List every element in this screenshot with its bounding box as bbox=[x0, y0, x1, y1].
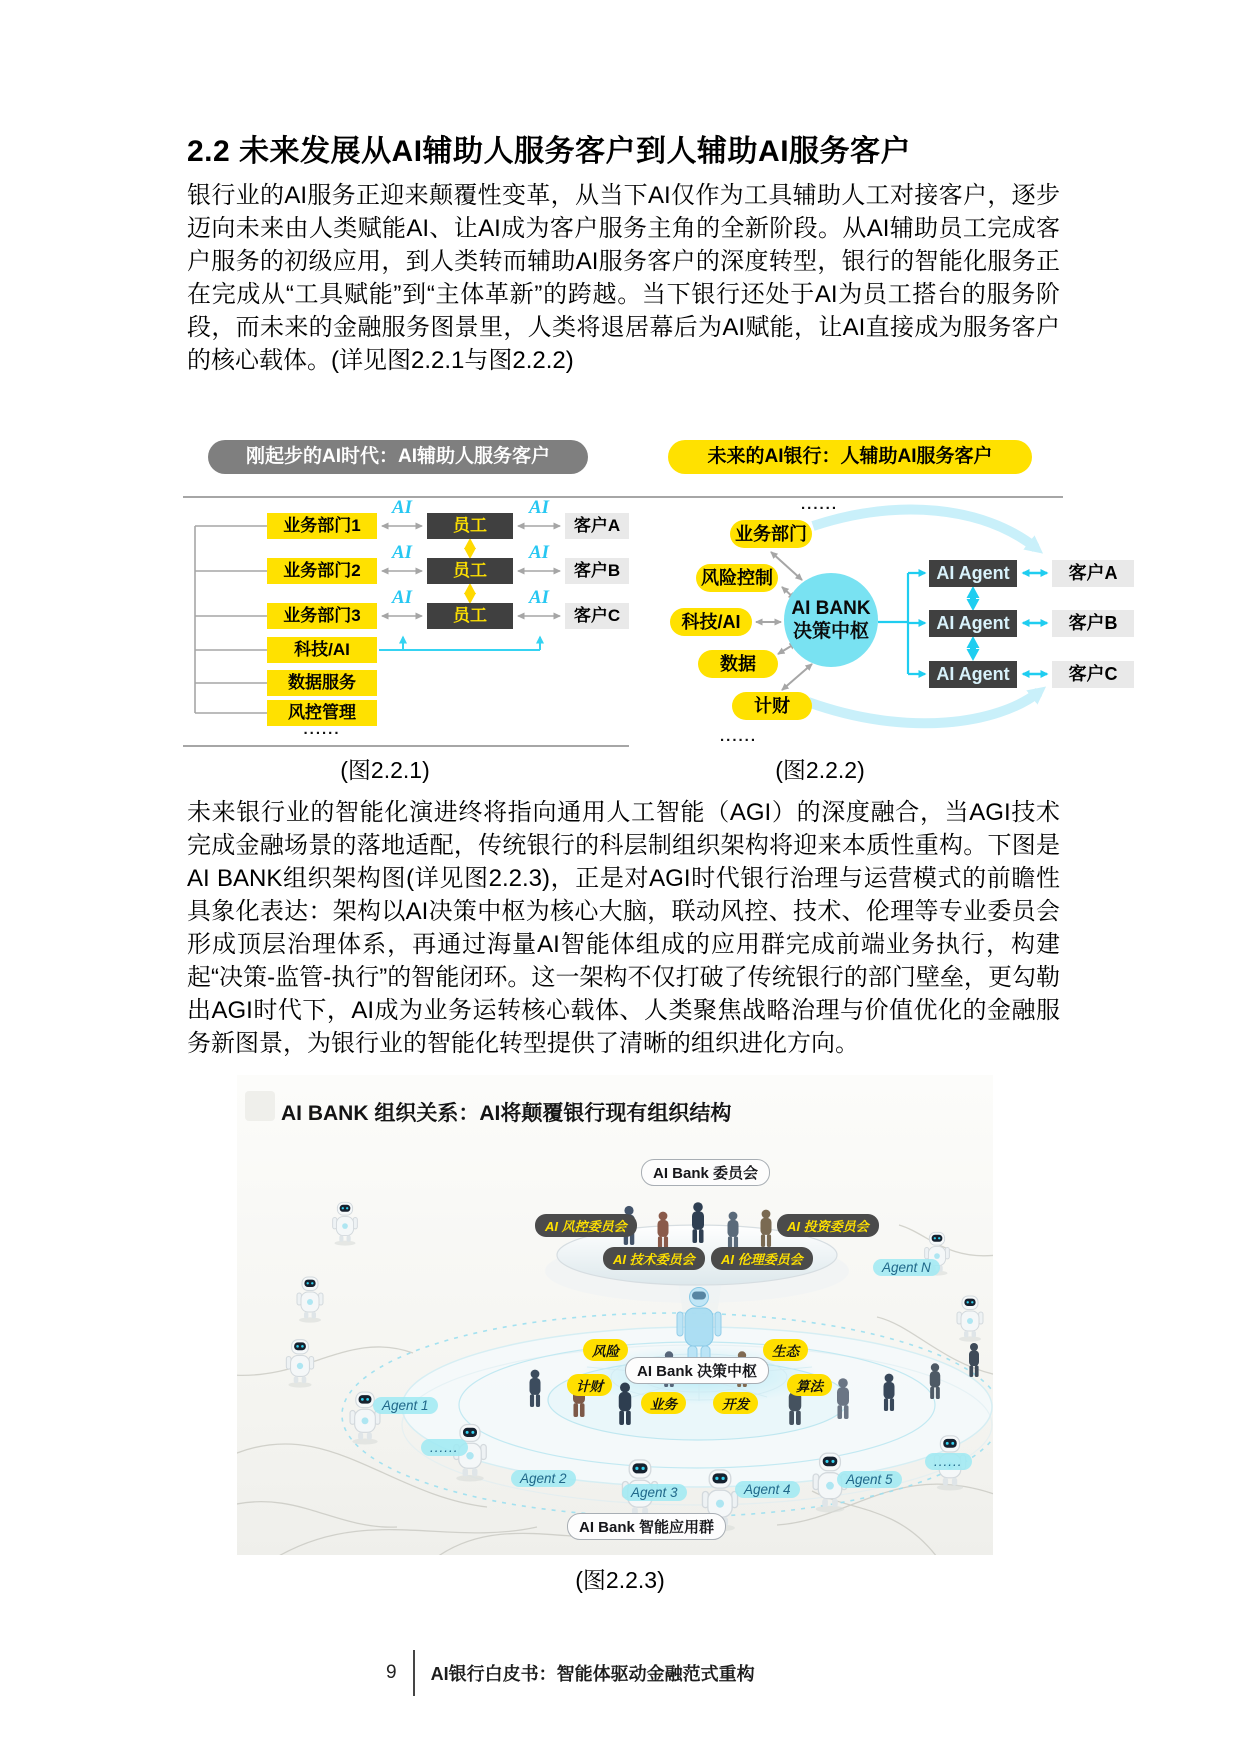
dept-pill: 计财 bbox=[732, 692, 812, 720]
figure-2-2-3-image bbox=[237, 1075, 993, 1555]
page-footer bbox=[386, 1650, 755, 1696]
dept-box: 业务部门1 bbox=[267, 513, 377, 539]
hub-subtitle: 决策中枢 bbox=[792, 621, 869, 642]
customer-box: 客户B bbox=[565, 558, 629, 584]
dept-box: 业务部门3 bbox=[267, 603, 377, 629]
figure-2-2-2-caption: (图2.2.2) bbox=[775, 757, 865, 783]
figure-2-2-2-connectors bbox=[608, 440, 1138, 752]
figure-2-2-3-title: AI BANK 组织关系：AI将颠覆银行现有组织结构 bbox=[281, 1102, 732, 1125]
dept-box: 业务部门2 bbox=[267, 558, 377, 584]
committee-pill: AI 伦理委员会 bbox=[711, 1247, 813, 1270]
page-number: 9 bbox=[386, 1662, 397, 1683]
dept-box: 科技/AI bbox=[267, 637, 377, 663]
committee-pill: AI 投资委员会 bbox=[777, 1214, 879, 1237]
ai-bank-hub bbox=[784, 573, 878, 667]
agent-pill: Agent 3 bbox=[622, 1484, 687, 1501]
watermark bbox=[245, 1091, 275, 1121]
agent-pill: Agent N bbox=[873, 1259, 940, 1276]
employee-box: 员工 bbox=[427, 513, 513, 539]
agent-pill: Agent 1 bbox=[373, 1397, 438, 1414]
decision-hub-pill: AI Bank 决策中枢 bbox=[625, 1357, 769, 1384]
figure-2-2-1-title-banner: 刚起步的AI时代：AI辅助人服务客户 bbox=[208, 440, 588, 474]
ai-label: AI bbox=[528, 542, 550, 563]
figure-2-2-3-caption: (图2.2.3) bbox=[575, 1567, 665, 1593]
agent-pill: Agent 2 bbox=[511, 1470, 576, 1487]
figure-2-2-1 bbox=[183, 440, 633, 752]
ellipsis: ...... bbox=[801, 496, 839, 513]
ai-label: AI bbox=[528, 587, 550, 608]
customer-box: 客户A bbox=[565, 513, 629, 539]
dept-pill: 数据 bbox=[698, 650, 778, 678]
ellipsis: ...... bbox=[925, 1453, 972, 1470]
ai-label: AI bbox=[391, 542, 413, 563]
ellipsis: ...... bbox=[720, 728, 758, 745]
agent-pill: Agent 4 bbox=[735, 1481, 800, 1498]
footer-text: AI银行白皮书：智能体驱动金融范式重构 bbox=[430, 1664, 755, 1684]
ai-agent-box: AI Agent bbox=[929, 560, 1017, 587]
ai-label: AI bbox=[391, 497, 413, 518]
function-pill: 开发 bbox=[713, 1392, 758, 1414]
app-group-pill: AI Bank 智能应用群 bbox=[567, 1513, 726, 1540]
ellipsis: ...... bbox=[303, 721, 341, 738]
function-pill: 风险 bbox=[583, 1339, 628, 1361]
customer-box: 客户C bbox=[565, 603, 629, 629]
dept-box: 风控管理 bbox=[267, 700, 377, 726]
dept-box: 数据服务 bbox=[267, 670, 377, 696]
figure-2-2-2 bbox=[608, 440, 1138, 752]
paragraph-1: 银行业的AI服务正迎来颠覆性变革，从当下AI仅作为工具辅助人工对接客户，逐步迈向未来由人类赋能AI、让AI成为客户服务主角的全新阶段。从AI辅助员工完成客户服务的初级应用，到人类转而辅助AI服务客户的深度转型，银行的智能化服务正在完成从“工具赋能”到“主体革新”的跨越。当下银行还处于AI为员工搭台的服务阶段，而未来的金融服务图景里，人类将退居幕后为AI赋能，让AI直接成为服务客户的核心载体。(详见图2.2.1与图2.2.2) bbox=[187, 182, 1060, 374]
employee-box: 员工 bbox=[427, 603, 513, 629]
divider bbox=[183, 745, 629, 747]
paragraph-2: 未来银行业的智能化演进终将指向通用人工智能（AGI）的深度融合，当AGI技术完成金融场景的落地适配，传统银行的科层制组织架构将迎来本质性重构。下图是AI BANK组织架构图(详见图2.2.3)，正是对AGI时代银行治理与运营模式的前瞻性具象化表达：架构以AI决策中枢为核心大脑，联动风控、技术、伦理等专业委员会形成顶层治理体系，再通过海量AI智能体组成的应用群完成前端业务执行，构建起“决策-监管-执行”的智能闭环。这一架构不仅打破了传统银行的部门壁垒，更勾勒出AGI时代下，AI成为业务运转核心载体、人类聚焦战略治理与价值优化的金融服务新图景，为银行业的智能化转型提供了清晰的组织进化方向。 bbox=[187, 799, 1060, 1057]
committee-pill: AI Bank 委员会 bbox=[641, 1159, 770, 1186]
dept-pill: 业务部门 bbox=[730, 520, 812, 548]
figure-2-2-2-title-banner: 未来的AI银行：人辅助AI服务客户 bbox=[668, 440, 1032, 474]
committee-pill: AI 技术委员会 bbox=[603, 1247, 705, 1270]
function-pill: 计财 bbox=[567, 1374, 612, 1396]
ai-agent-box: AI Agent bbox=[929, 610, 1017, 637]
ai-label: AI bbox=[528, 497, 550, 518]
section-heading: 2.2 未来发展从AI辅助人服务客户到人辅助AI服务客户 bbox=[187, 135, 912, 168]
employee-box: 员工 bbox=[427, 558, 513, 584]
dept-pill: 风险控制 bbox=[696, 564, 778, 592]
agent-pill: Agent 5 bbox=[837, 1471, 902, 1488]
function-pill: 业务 bbox=[641, 1392, 686, 1414]
ai-agent-box: AI Agent bbox=[929, 661, 1017, 688]
customer-box: 客户B bbox=[1052, 610, 1134, 637]
hub-title: AI BANK bbox=[791, 598, 871, 619]
ellipsis: ...... bbox=[421, 1439, 468, 1456]
function-pill: 算法 bbox=[787, 1374, 832, 1396]
customer-box: 客户C bbox=[1052, 661, 1134, 688]
dept-pill: 科技/AI bbox=[670, 608, 752, 636]
footer-divider bbox=[413, 1650, 415, 1696]
figure-2-2-1-caption: (图2.2.1) bbox=[340, 757, 430, 783]
committee-pill: AI 风控委员会 bbox=[535, 1214, 637, 1237]
customer-box: 客户A bbox=[1052, 560, 1134, 587]
ai-label: AI bbox=[391, 587, 413, 608]
function-pill: 生态 bbox=[763, 1339, 808, 1361]
